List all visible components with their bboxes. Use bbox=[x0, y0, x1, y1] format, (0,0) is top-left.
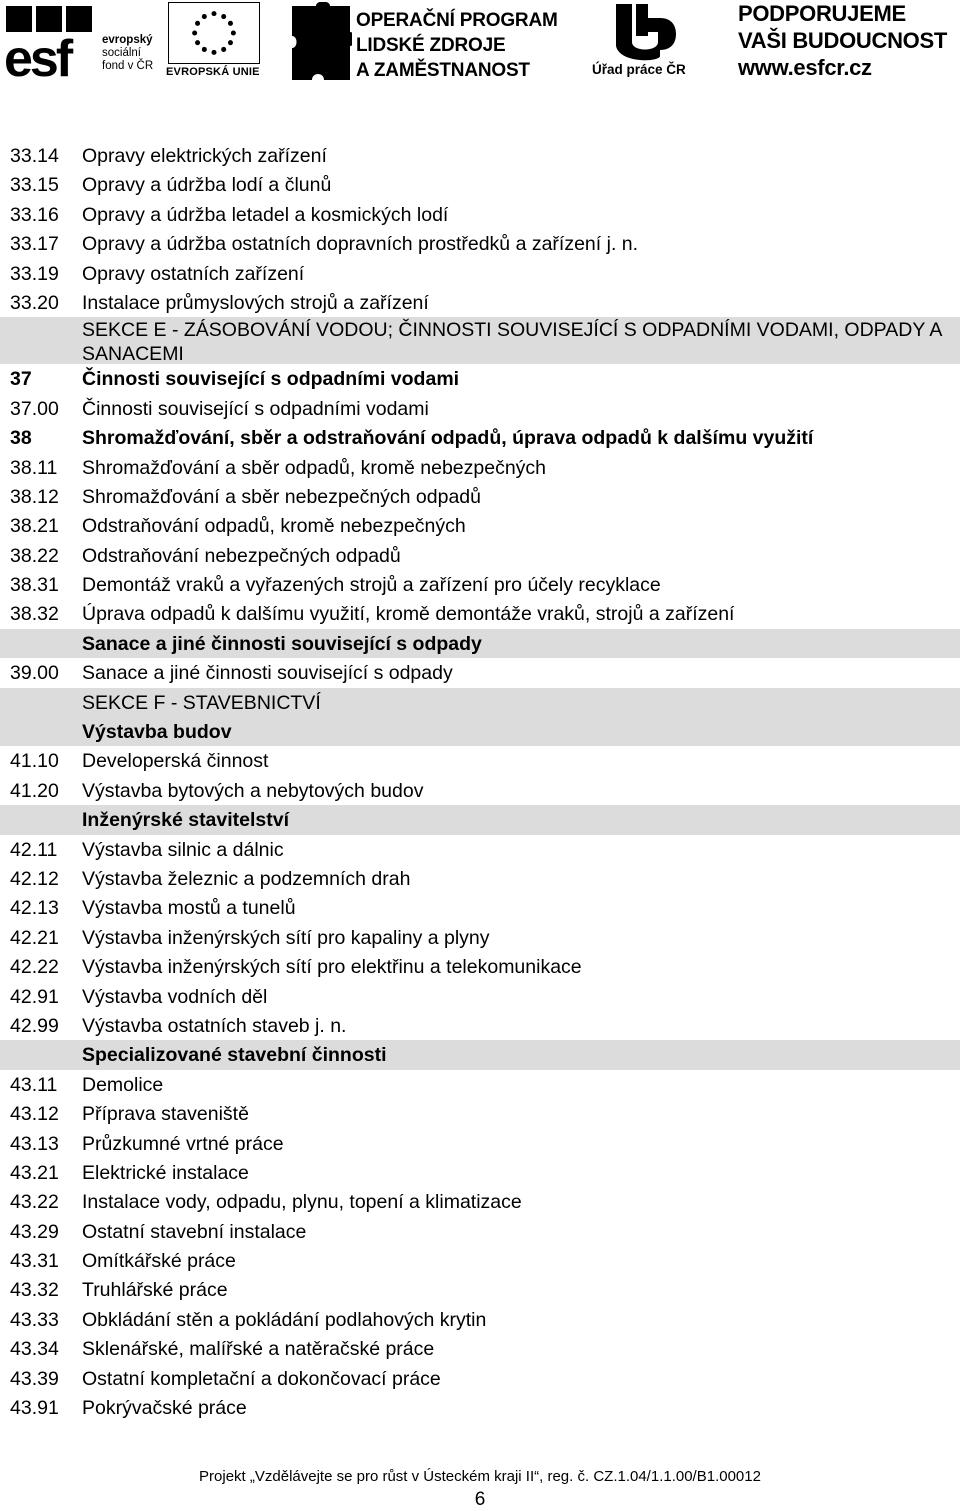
row-code: 33.14 bbox=[10, 145, 59, 167]
row-code: 42.22 bbox=[10, 956, 59, 979]
table-row bbox=[0, 952, 960, 981]
page-number: 6 bbox=[474, 1489, 486, 1510]
logo-strip bbox=[0, 0, 960, 88]
table-row bbox=[0, 541, 960, 570]
table-row bbox=[0, 1275, 960, 1304]
row-label: Výstavba silnic a dálnic bbox=[82, 838, 284, 861]
table-row bbox=[0, 982, 960, 1011]
row-label: Ostatní stavební instalace bbox=[82, 1220, 307, 1243]
row-code: 43.13 bbox=[10, 1132, 59, 1155]
row-label: Výstavba inženýrských sítí pro kapaliny a plyny bbox=[82, 926, 490, 949]
puzzle-icon bbox=[290, 2, 352, 82]
section-header-row bbox=[0, 629, 960, 658]
row-label: Developerská činnost bbox=[82, 750, 269, 773]
section-header-row bbox=[0, 1040, 960, 1069]
table-row bbox=[0, 864, 960, 893]
table-row bbox=[0, 170, 960, 199]
row-label: Omítkářské práce bbox=[82, 1250, 236, 1273]
footer-project-text: Projekt „Vzdělávejte se pro růst v Ústeckém kraji II“, reg. č. CZ.1.04/1.1.00/B1.00012 bbox=[199, 1468, 761, 1485]
row-code: 42.21 bbox=[10, 926, 59, 949]
row-label: Odstraňování odpadů, kromě nebezpečných bbox=[82, 515, 466, 538]
row-code: 41.10 bbox=[10, 750, 59, 773]
svg-text:esf: esf bbox=[4, 30, 71, 80]
row-code: 33.20 bbox=[10, 291, 59, 314]
table-row bbox=[0, 229, 960, 258]
row-code: 43.21 bbox=[10, 1161, 59, 1184]
op-line-2: LIDSKÉ ZDROJE bbox=[356, 35, 506, 56]
table-row bbox=[0, 1070, 960, 1099]
row-label: Opravy a údržba lodí a člunů bbox=[82, 174, 332, 197]
row-code: 42.12 bbox=[10, 867, 59, 890]
row-code: 33.17 bbox=[10, 233, 59, 256]
row-code: 39.00 bbox=[10, 662, 59, 685]
row-code: 43.33 bbox=[10, 1308, 59, 1331]
table-row bbox=[0, 923, 960, 952]
row-code: 43.11 bbox=[10, 1073, 58, 1096]
row-code: 43.39 bbox=[10, 1367, 59, 1390]
row-code: 38.32 bbox=[10, 603, 59, 626]
table-row bbox=[0, 141, 960, 170]
podp-line-1: PODPORUJEME bbox=[738, 1, 906, 26]
row-label: Výstavba ostatních staveb j. n. bbox=[82, 1014, 347, 1037]
table-row bbox=[0, 1364, 960, 1393]
op-line-3: A ZAMĚSTNANOST bbox=[356, 60, 530, 81]
row-code: 33.19 bbox=[10, 262, 59, 285]
row-label: Odstraňování nebezpečných odpadů bbox=[82, 544, 401, 567]
row-label: Instalace průmyslových strojů a zařízení bbox=[82, 291, 429, 314]
podp-line-2: VAŠI BUDOUCNOST bbox=[738, 28, 947, 53]
row-label: Výstavba bytových a nebytových budov bbox=[82, 779, 424, 802]
row-code: 38.21 bbox=[10, 515, 59, 538]
row-label: Výstavba železnic a podzemních drah bbox=[82, 867, 411, 890]
row-label: Opravy ostatních zařízení bbox=[82, 262, 305, 285]
row-code: 42.11 bbox=[10, 838, 58, 861]
row-code: 37 bbox=[10, 368, 32, 391]
row-label: Příprava staveniště bbox=[82, 1103, 249, 1126]
row-code: 43.91 bbox=[10, 1397, 59, 1420]
row-code: 38.22 bbox=[10, 544, 59, 567]
row-code: 42.99 bbox=[10, 1014, 59, 1037]
row-label: Shromažďování a sběr odpadů, kromě nebezpečných bbox=[82, 456, 547, 479]
table-row bbox=[0, 1305, 960, 1334]
table-row bbox=[0, 394, 960, 423]
section-header-row bbox=[0, 688, 960, 717]
table-row bbox=[0, 658, 960, 687]
row-code: 33.16 bbox=[10, 203, 59, 226]
row-label: Činnosti související s odpadními vodami bbox=[82, 368, 460, 391]
esf-logo-icon bbox=[4, 4, 98, 80]
table-row bbox=[0, 1011, 960, 1040]
nace-code-list bbox=[0, 141, 960, 1422]
table-row bbox=[0, 453, 960, 482]
row-label: Instalace vody, odpadu, plynu, topení a klimatizace bbox=[82, 1191, 522, 1214]
row-code: 33.15 bbox=[10, 174, 59, 197]
row-label: Shromažďování a sběr nebezpečných odpadů bbox=[82, 485, 481, 508]
op-line-1: OPERAČNÍ PROGRAM bbox=[356, 10, 558, 31]
row-label: Výstavba mostů a tunelů bbox=[82, 897, 296, 920]
podporujeme-logo-text bbox=[738, 0, 947, 81]
table-row bbox=[0, 570, 960, 599]
row-code: 43.31 bbox=[10, 1250, 59, 1273]
row-label: Ostatní kompletační a dokončovací práce bbox=[82, 1367, 441, 1390]
esf-line-2: sociální bbox=[102, 47, 141, 59]
row-code: 38 bbox=[10, 427, 32, 450]
row-label: Sanace a jiné činnosti související s odpady bbox=[82, 662, 453, 685]
esf-label bbox=[102, 34, 153, 73]
eu-flag-icon bbox=[168, 2, 260, 64]
table-row bbox=[0, 599, 960, 628]
eu-label: EVROPSKÁ UNIE bbox=[166, 66, 260, 78]
table-row bbox=[0, 893, 960, 922]
row-code: 43.12 bbox=[10, 1103, 59, 1126]
table-row bbox=[0, 835, 960, 864]
urad-prace-label: Úřad práce ČR bbox=[592, 62, 686, 77]
section-header-row bbox=[0, 317, 960, 364]
esf-line-1: evropský bbox=[102, 34, 153, 46]
table-row bbox=[0, 776, 960, 805]
table-row bbox=[0, 511, 960, 540]
row-label: Inženýrské stavitelství bbox=[82, 809, 290, 832]
table-row bbox=[0, 364, 960, 393]
table-row bbox=[0, 1246, 960, 1275]
row-code: 43.29 bbox=[10, 1220, 59, 1243]
table-row bbox=[0, 1187, 960, 1216]
row-label: Shromažďování, sběr a odstraňování odpadů, úprava odpadů k dalšímu využití bbox=[82, 427, 814, 450]
row-label: Úprava odpadů k dalšímu využití, kromě demontáže vraků, strojů a zařízení bbox=[82, 603, 735, 626]
table-row bbox=[0, 1217, 960, 1246]
row-label: Sklenářské, malířské a natěračské práce bbox=[82, 1338, 435, 1361]
row-label: Specializované stavební činnosti bbox=[82, 1044, 387, 1067]
esf-line-3: fond v ČR bbox=[102, 60, 154, 72]
urad-prace-logo-icon bbox=[610, 2, 680, 64]
row-label: Truhlářské práce bbox=[82, 1279, 228, 1302]
table-row bbox=[0, 1334, 960, 1363]
table-row bbox=[0, 200, 960, 229]
row-label: SEKCE F - STAVEBNICTVÍ bbox=[82, 691, 321, 714]
row-label: Opravy a údržba ostatních dopravních prostředků a zařízení j. n. bbox=[82, 233, 639, 256]
row-code: 37.00 bbox=[10, 397, 59, 420]
row-code: 38.12 bbox=[10, 485, 59, 508]
row-label: Výstavba vodních děl bbox=[82, 985, 268, 1008]
table-row bbox=[0, 482, 960, 511]
table-row bbox=[0, 288, 960, 317]
op-lzz-logo-text bbox=[356, 8, 558, 83]
row-code: 43.34 bbox=[10, 1338, 59, 1361]
section-header-row bbox=[0, 805, 960, 834]
table-row bbox=[0, 746, 960, 775]
row-label: Elektrické instalace bbox=[82, 1161, 249, 1184]
row-code: 42.13 bbox=[10, 897, 59, 920]
row-label: Demolice bbox=[82, 1073, 164, 1096]
row-label: Průzkumné vrtné práce bbox=[82, 1132, 284, 1155]
row-label: Obkládání stěn a pokládání podlahových krytin bbox=[82, 1308, 487, 1331]
row-label: Výstavba budov bbox=[82, 721, 232, 744]
row-code: 42.91 bbox=[10, 985, 59, 1008]
row-label: SEKCE E - ZÁSOBOVÁNÍ VODOU; ČINNOSTI SOUVISEJÍCÍ S ODPADNÍMI VODAMI, ODPADY A SANACEMI bbox=[82, 319, 942, 366]
table-row bbox=[0, 259, 960, 288]
podp-line-3: www.esfcr.cz bbox=[738, 55, 872, 80]
row-code: 43.32 bbox=[10, 1279, 59, 1302]
row-label: Pokrývačské práce bbox=[82, 1397, 247, 1420]
row-label: Činnosti související s odpadními vodami bbox=[82, 397, 429, 420]
section-header-row bbox=[0, 717, 960, 746]
table-row bbox=[0, 1129, 960, 1158]
table-row bbox=[0, 1393, 960, 1422]
row-code: 41.20 bbox=[10, 779, 59, 802]
row-code: 43.22 bbox=[10, 1191, 59, 1214]
table-row bbox=[0, 423, 960, 452]
row-label: Demontáž vraků a vyřazených strojů a zařízení pro účely recyklace bbox=[82, 574, 661, 597]
table-row bbox=[0, 1099, 960, 1128]
row-code: 38.11 bbox=[10, 456, 58, 479]
row-label: Výstavba inženýrských sítí pro elektřinu a telekomunikace bbox=[82, 956, 582, 979]
row-label: Sanace a jiné činnosti související s odpady bbox=[82, 632, 482, 655]
table-row bbox=[0, 1158, 960, 1187]
row-code: 38.31 bbox=[10, 574, 59, 597]
row-label: Opravy elektrických zařízení bbox=[82, 145, 327, 167]
row-label: Opravy a údržba letadel a kosmických lodí bbox=[82, 203, 449, 226]
